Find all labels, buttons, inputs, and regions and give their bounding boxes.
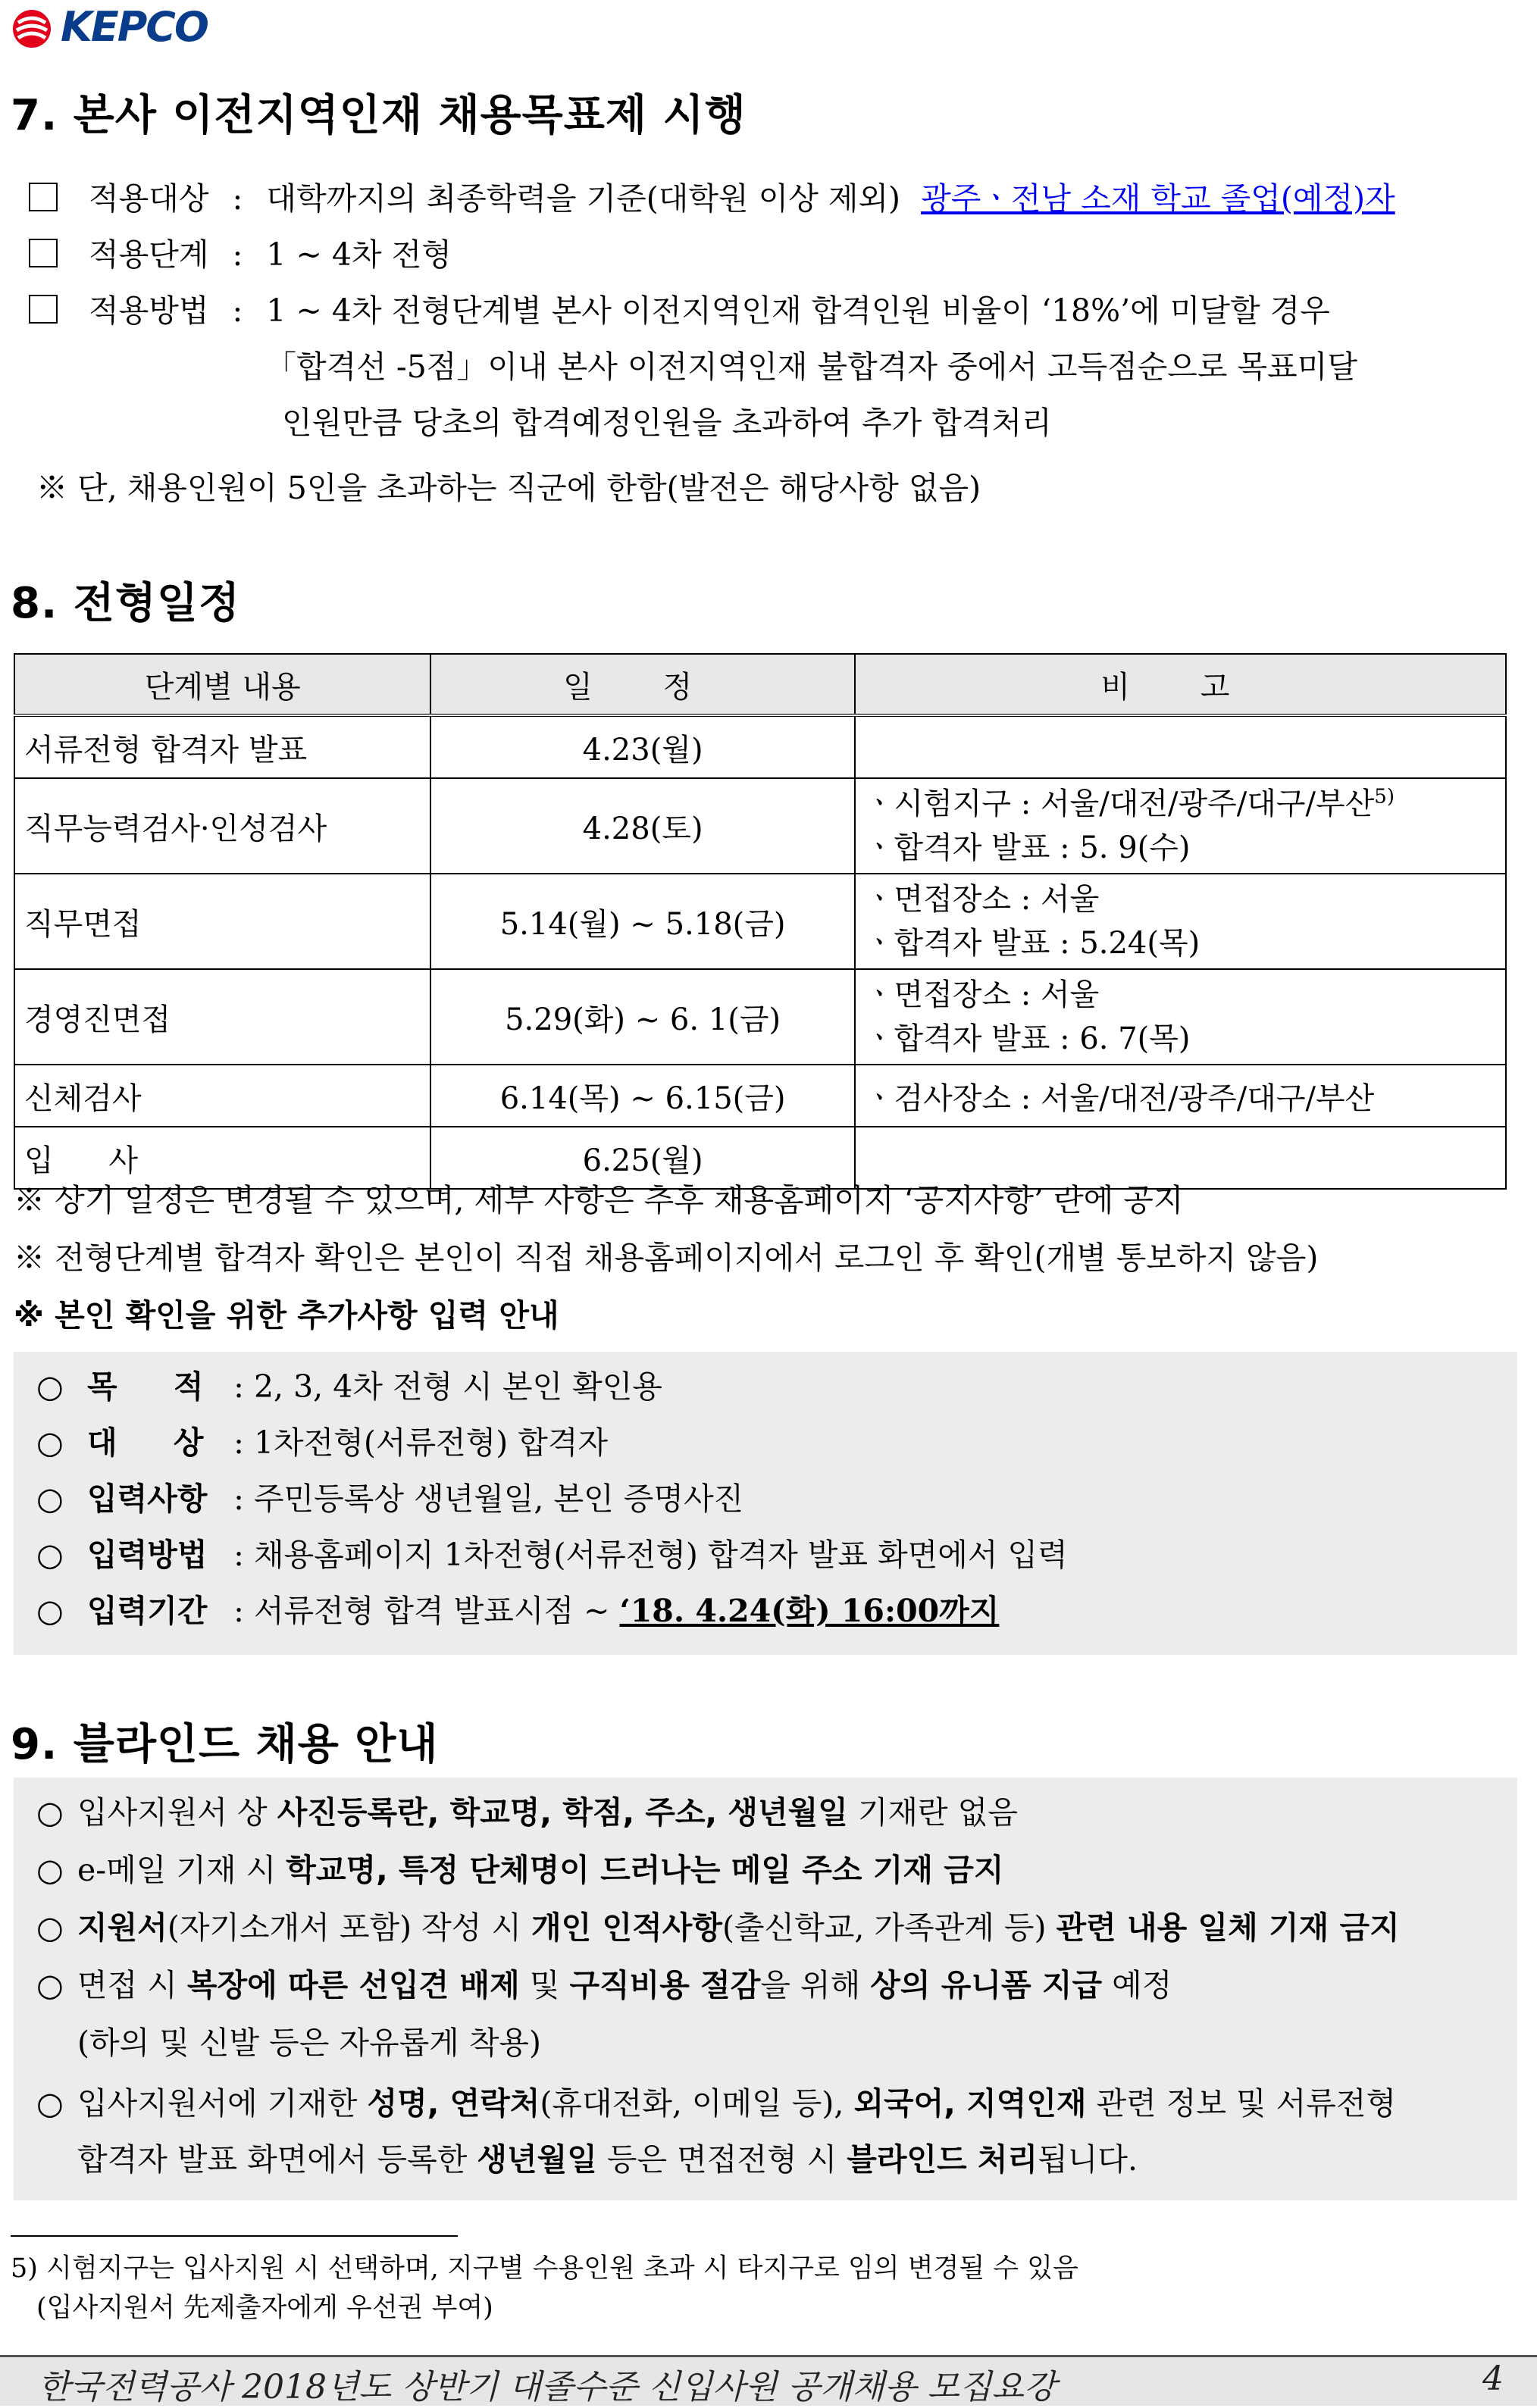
checkbox-icon <box>29 295 58 324</box>
note-cell <box>855 969 1506 1065</box>
footnote-line-2: (입사지원서 先제출자에게 우선권 부여) <box>36 2293 493 2323</box>
extra-value: : 채용홈페이지 1차전형(서류전형) 합격자 발표 화면에서 입력 <box>233 1537 1068 1573</box>
circle-bullet-icon: ○ <box>36 1537 64 1573</box>
schedule-note-1: ※ 상기 일정은 변경될 수 있으며, 세부 사항은 추후 채용홈페이지 ‘공지사항’ 란에 공지 <box>14 1182 1184 1218</box>
stage-cell: 경영진면접 <box>14 969 430 1065</box>
section-7-title: 7. 본사 이전지역인재 채용목표제 시행 <box>11 91 747 140</box>
circle-bullet-icon: ○ <box>36 2085 64 2122</box>
footer-doc-title: 한국전력공사 2018년도 상반기 대졸수준 신입사원 공개채용 모집요강 <box>38 2368 1056 2406</box>
extra-value: : 서류전형 합격 발표시점 ~ <box>233 1593 620 1629</box>
table-row <box>14 1065 1506 1127</box>
sec7-item-method: 적용방법 : 1 ~ 4차 전형단계별 본사 이전지역인재 합격인원 비율이 ‘18%’에 미달할 경우 <box>29 292 1330 330</box>
sec7-method-cont2: 인원만큼 당초의 합격예정인원을 초과하여 추가 합격처리 <box>282 405 1052 441</box>
date-cell: 4.23(월) <box>430 715 855 778</box>
kepco-logo-text: KEPCO <box>61 3 208 51</box>
note-line: ㆍ면접장소 : 서울 <box>864 882 1100 917</box>
stage-cell: 직무면접 <box>14 874 430 969</box>
circle-bullet-icon: ○ <box>36 1424 64 1461</box>
note-line: ㆍ시험지구 : 서울/대전/광주/대구/부산 <box>864 787 1375 821</box>
kepco-logo <box>11 3 261 52</box>
table-row <box>14 778 1506 874</box>
circle-bullet-icon: ○ <box>36 1368 64 1405</box>
note-line: ㆍ면접장소 : 서울 <box>864 977 1100 1012</box>
date-cell: 6.25(월) <box>430 1127 855 1189</box>
item-text: 대학까지의 최종학력을 기준(대학원 이상 제외) <box>266 180 901 217</box>
blind-item-3: ○ 지원서(자기소개서 포함) 작성 시 개인 인적사항(출신학교, 가족관계 등) 관련 내용 일체 기재 금지 <box>36 1909 1400 1946</box>
footnote-divider <box>11 2235 458 2237</box>
circle-bullet-icon: ○ <box>36 1909 64 1946</box>
date-cell: 5.14(월) ~ 5.18(금) <box>430 874 855 969</box>
checkbox-icon <box>29 239 58 267</box>
extra-label: 대 상 <box>87 1424 204 1461</box>
circle-bullet-icon: ○ <box>36 1593 64 1629</box>
note-cell <box>855 1127 1506 1189</box>
table-row <box>14 715 1506 778</box>
section-9-title: 9. 블라인드 채용 안내 <box>11 1720 439 1769</box>
blind-item-5-cont: 합격자 발표 화면에서 등록한 생년월일 등은 면접전형 시 블라인드 처리됩니다. <box>77 2141 1138 2178</box>
extra-value: : 2, 3, 4차 전형 시 본인 확인용 <box>233 1368 662 1405</box>
table-header-row <box>14 654 1506 715</box>
extra-item-target <box>36 1424 608 1462</box>
extra-value: : 1차전형(서류전형) 합격자 <box>233 1424 609 1461</box>
date-cell: 4.28(토) <box>430 778 855 874</box>
extra-label: 목 적 <box>87 1368 204 1405</box>
extra-label: 입력사항 <box>87 1481 208 1517</box>
item-text: 1 ~ 4차 전형단계별 본사 이전지역인재 합격인원 비율이 ‘18%’에 미달할 경우 <box>266 292 1330 329</box>
note-cell: ㆍ검사장소 : 서울/대전/광주/대구/부산 <box>855 1065 1506 1127</box>
date-cell: 5.29(화) ~ 6. 1(금) <box>430 969 855 1065</box>
circle-bullet-icon: ○ <box>36 1794 64 1831</box>
table-row <box>14 874 1506 969</box>
extra-item-period <box>36 1593 999 1630</box>
circle-bullet-icon: ○ <box>36 1852 64 1888</box>
extra-value: : 주민등록상 생년월일, 본인 증명사진 <box>233 1481 744 1517</box>
stage-cell: 입 사 <box>14 1127 430 1189</box>
item-text: 1 ~ 4차 전형 <box>266 236 452 273</box>
footnote-ref[interactable]: 5) <box>1374 785 1395 808</box>
item-label: 적용단계 <box>89 236 209 273</box>
sec7-method-cont1: 「합격선 -5점」이내 본사 이전지역인재 불합격자 중에서 고득점순으로 목표미달 <box>265 349 1357 385</box>
extra-item-purpose <box>36 1368 662 1406</box>
blind-item-4-cont: (하의 및 신발 등은 자유롭게 착용) <box>77 2025 542 2061</box>
header-date: 일 정 <box>430 654 855 715</box>
note-cell <box>855 874 1506 969</box>
sec7-item-target: 적용대상 : 대학까지의 최종학력을 기준(대학원 이상 제외) 광주ㆍ전남 소재 학교 졸업(예정)자 <box>29 180 1395 217</box>
item-label: 적용방법 <box>89 292 209 329</box>
note-line: ㆍ합격자 발표 : 5.24(목) <box>864 926 1200 961</box>
blind-item-1: ○ 입사지원서 상 사진등록란, 학교명, 학점, 주소, 생년월일 기재란 없음 <box>36 1794 1018 1831</box>
schedule-note-2: ※ 전형단계별 합격자 확인은 본인이 직접 채용홈페이지에서 로그인 후 확인(개별 통보하지 않음) <box>14 1240 1319 1276</box>
note-cell <box>855 778 1506 874</box>
extra-label: 입력방법 <box>87 1537 208 1573</box>
extra-info-title: ※ 본인 확인을 위한 추가사항 입력 안내 <box>14 1297 559 1334</box>
table-row <box>14 969 1506 1065</box>
note-line: ㆍ합격자 발표 : 6. 7(목) <box>864 1021 1191 1056</box>
header-stage: 단계별 내용 <box>14 654 430 715</box>
blind-item-2: ○ e-메일 기재 시 학교명, 특정 단체명이 드러나는 메일 주소 기재 금지 <box>36 1852 1004 1888</box>
note-line: ㆍ합격자 발표 : 5. 9(수) <box>864 830 1191 865</box>
stage-cell: 신체검사 <box>14 1065 430 1127</box>
region-school-link[interactable]: 광주ㆍ전남 소재 학교 졸업(예정)자 <box>921 180 1395 217</box>
header-note: 비 고 <box>855 654 1506 715</box>
extra-item-fields <box>36 1481 743 1518</box>
item-label: 적용대상 <box>89 180 209 217</box>
footnote-line-1: 5) 시험지구는 입사지원 시 선택하며, 지구별 수용인원 초과 시 타지구로 임의 변경될 수 있음 <box>11 2253 1078 2284</box>
note-cell <box>855 715 1506 778</box>
circle-bullet-icon: ○ <box>36 1481 64 1517</box>
date-cell: 6.14(목) ~ 6.15(금) <box>430 1065 855 1127</box>
section-8-title: 8. 전형일정 <box>11 579 241 628</box>
blind-item-5: ○ 입사지원서에 기재한 성명, 연락처(휴대전화, 이메일 등), 외국어, 지역인재 관련 정보 및 서류전형 <box>36 2085 1397 2122</box>
page-number: 4 <box>1482 2360 1504 2398</box>
blind-item-4: ○ 면접 시 복장에 따른 선입견 배제 및 구직비용 절감을 위해 상의 유니폼 지급 예정 <box>36 1967 1172 2003</box>
checkbox-icon <box>29 183 58 211</box>
stage-cell: 직무능력검사·인성검사 <box>14 778 430 874</box>
schedule-table <box>14 653 1507 1190</box>
sec7-item-stage: 적용단계 : 1 ~ 4차 전형 <box>29 236 452 274</box>
table-row <box>14 1127 1506 1189</box>
circle-bullet-icon: ○ <box>36 1967 64 2003</box>
stage-cell: 서류전형 합격자 발표 <box>14 715 430 778</box>
extra-item-method <box>36 1537 1068 1574</box>
extra-label: 입력기간 <box>87 1593 208 1629</box>
input-deadline: ‘18. 4.24(화) 16:00까지 <box>619 1593 1000 1629</box>
sec7-note: ※ 단, 채용인원이 5인을 초과하는 직군에 한함(발전은 해당사항 없음) <box>36 470 981 506</box>
